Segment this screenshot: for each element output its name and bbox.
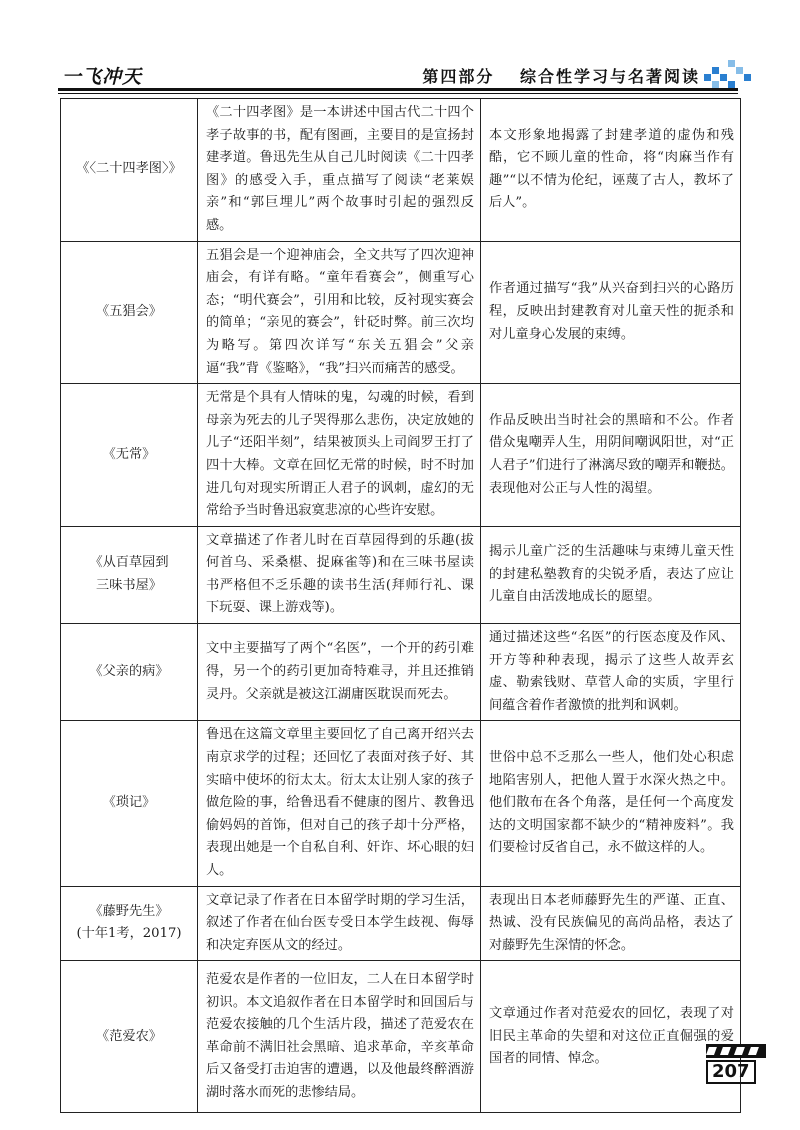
work-title-cell	[61, 99, 198, 242]
table-row	[61, 721, 741, 886]
work-theme-cell	[481, 721, 741, 886]
work-theme-cell	[481, 384, 741, 527]
work-title-line: 《从百草园到	[89, 555, 169, 571]
checker-decoration-icon	[704, 60, 752, 88]
table-row	[61, 624, 741, 721]
table-row	[61, 526, 741, 623]
work-title-line: 《父亲的病》	[89, 663, 169, 679]
work-content-cell: 文中主要描写了两个“名医”，一个开的药引难得，另一个的药引更加奇特难寻，并且还推销灵丹。父亲就是被这江湖庸医耽误而死去。	[198, 624, 481, 721]
header-rule-thin	[58, 93, 738, 94]
work-theme-cell	[481, 99, 741, 242]
section-title	[422, 64, 700, 87]
work-title-line: 《范爱农》	[96, 1028, 162, 1044]
page-header	[0, 0, 800, 96]
work-title-cell	[61, 961, 198, 1113]
work-title-line: 三味书屋》	[96, 577, 162, 593]
work-title-cell	[61, 886, 198, 961]
works-table	[60, 98, 741, 1113]
work-theme-cell	[481, 624, 741, 721]
work-title-line: 《藤野先生》	[89, 903, 169, 919]
table-row	[61, 961, 741, 1113]
work-theme-text: 作者通过描写“我”从兴奋到扫兴的心路历程，反映出封建教育对儿童天性的扼杀和对儿童身心发展的束缚。	[489, 281, 734, 342]
header-rule	[58, 88, 738, 91]
work-theme-text: 表现出日本老师藤野先生的严谨、正直、热诚、没有民族偏见的高尚品格，表达了对藤野先生深情的怀念。	[489, 892, 734, 953]
work-content-cell: 文章描述了作者儿时在百草园得到的乐趣(拔何首乌、采桑椹、捉麻雀等)和在三味书屋读书严格但不乏乐趣的读书生活(拜师行礼、课下玩耍、课上游戏等)。	[198, 526, 481, 623]
work-content-cell: 五猖会是一个迎神庙会，全文共写了四次迎神庙会，有详有略。“童年看赛会”，侧重写心态；“明代赛会”，引用和比较，反衬现实赛会的简单；“亲见的赛会”，针砭时弊。前三次均为略写。第四次详写“东关五猖会”父亲逼“我”背《鉴略》，“我”扫兴而痛苦的感受。	[198, 241, 481, 384]
work-title-cell	[61, 721, 198, 886]
table-row	[61, 241, 741, 384]
work-theme-cell	[481, 961, 741, 1113]
work-theme-text: 本文形象地揭露了封建孝道的虚伪和残酷，它不顾儿童的性命，将“肉麻当作有趣”“以不情为伦纪，诬蔑了古人，教坏了后人”。	[489, 127, 734, 211]
work-content-cell: 《二十四孝图》是一本讲述中国古代二十四个孝子故事的书，配有图画，主要目的是宣扬封建孝道。鲁迅先生从自己儿时阅读《二十四孝图》的感受入手，重点描写了阅读“老莱娱亲”和“郭巨埋儿”两个故事时引起的强烈反感。	[198, 99, 481, 242]
table-row	[61, 99, 741, 242]
work-content-cell: 范爱农是作者的一位旧友，二人在日本留学时初识。本文追叙作者在日本留学时和回国后与范爱农接触的几个生活片段，描述了范爱农在革命前不满旧社会黑暗、追求革命，辛亥革命后又备受打击迫害的遭遇，以及他最终醉酒游湖时落水而死的悲惨结局。	[198, 961, 481, 1113]
work-content-cell: 鲁迅在这篇文章里主要回忆了自己离开绍兴去南京求学的过程；还回忆了表面对孩子好、其实暗中使坏的衍太太。衍太太让别人家的孩子做危险的事，给鲁迅看不健康的图片、教鲁迅偷妈妈的首饰，但对自己的孩子却十分严格，表现出她是一个自私自利、奸诈、坏心眼的妇人。	[198, 721, 481, 886]
page-number: 207	[706, 1060, 756, 1084]
work-title-line: 《五猖会》	[96, 304, 162, 320]
work-title-cell	[61, 241, 198, 384]
work-title-line: (十年1考，2017)	[76, 926, 182, 942]
work-theme-cell	[481, 241, 741, 384]
work-theme-cell	[481, 526, 741, 623]
part-label: 第四部分	[422, 67, 495, 86]
work-title-line: 《无常》	[102, 446, 156, 462]
work-title-cell	[61, 384, 198, 527]
work-theme-text: 作品反映出当时社会的黑暗和不公。作者借众鬼嘲弄人生，用阴间嘲讽阳世，对“正人君子”们进行了淋漓尽致的嘲弄和鞭挞。表现他对公正与人性的渴望。	[489, 412, 734, 496]
work-theme-text: 通过描述这些“名医”的行医态度及作风、开方等种种表现，揭示了这些人故弄玄虚、勒索钱财、草菅人命的实质，字里行间蕴含着作者激愤的批判和讽刺。	[489, 630, 734, 713]
table-row	[61, 384, 741, 527]
table-row	[61, 886, 741, 961]
work-title-cell	[61, 526, 198, 623]
work-title-line: 《琐记》	[102, 795, 156, 811]
brand-logo: 一飞冲天	[62, 66, 143, 88]
section-label: 综合性学习与名著阅读	[519, 67, 700, 86]
work-theme-cell	[481, 886, 741, 961]
work-content-cell: 文章记录了作者在日本留学时期的学习生活，叙述了作者在仙台医专受日本学生歧视、侮辱和决定弃医从文的经过。	[198, 886, 481, 961]
work-theme-text: 揭示儿童广泛的生活趣味与束缚儿童天性的封建私塾教育的尖锐矛盾，表达了应让儿童自由活泼地成长的愿望。	[489, 543, 734, 605]
film-strip-icon	[706, 1044, 766, 1058]
work-content-cell: 无常是个具有人情味的鬼，勾魂的时候，看到母亲为死去的儿子哭得那么悲伤，决定放她的儿子“还阳半刻”，结果被顶头上司阎罗王打了四十大棒。文章在回忆无常的时候，时不时加进几句对现实所谓正人君子的讽刺，虚幻的无常给予当时鲁迅寂寞悲凉的心些许安慰。	[198, 384, 481, 527]
work-title-cell	[61, 624, 198, 721]
work-title-line: 《〈二十四孝图〉》	[76, 161, 182, 177]
work-theme-text: 世俗中总不乏那么一些人，他们处心积虑地陷害别人，把他人置于水深火热之中。他们散布在各个角落，是任何一个高度发达的文明国家都不缺少的“精神废料”。我们要检讨反省自己，永不做这样的人。	[489, 750, 734, 856]
work-theme-text: 文章通过作者对范爱农的回忆，表现了对旧民主革命的失望和对这位正直倔强的爱国者的同情、悼念。	[489, 1005, 734, 1067]
